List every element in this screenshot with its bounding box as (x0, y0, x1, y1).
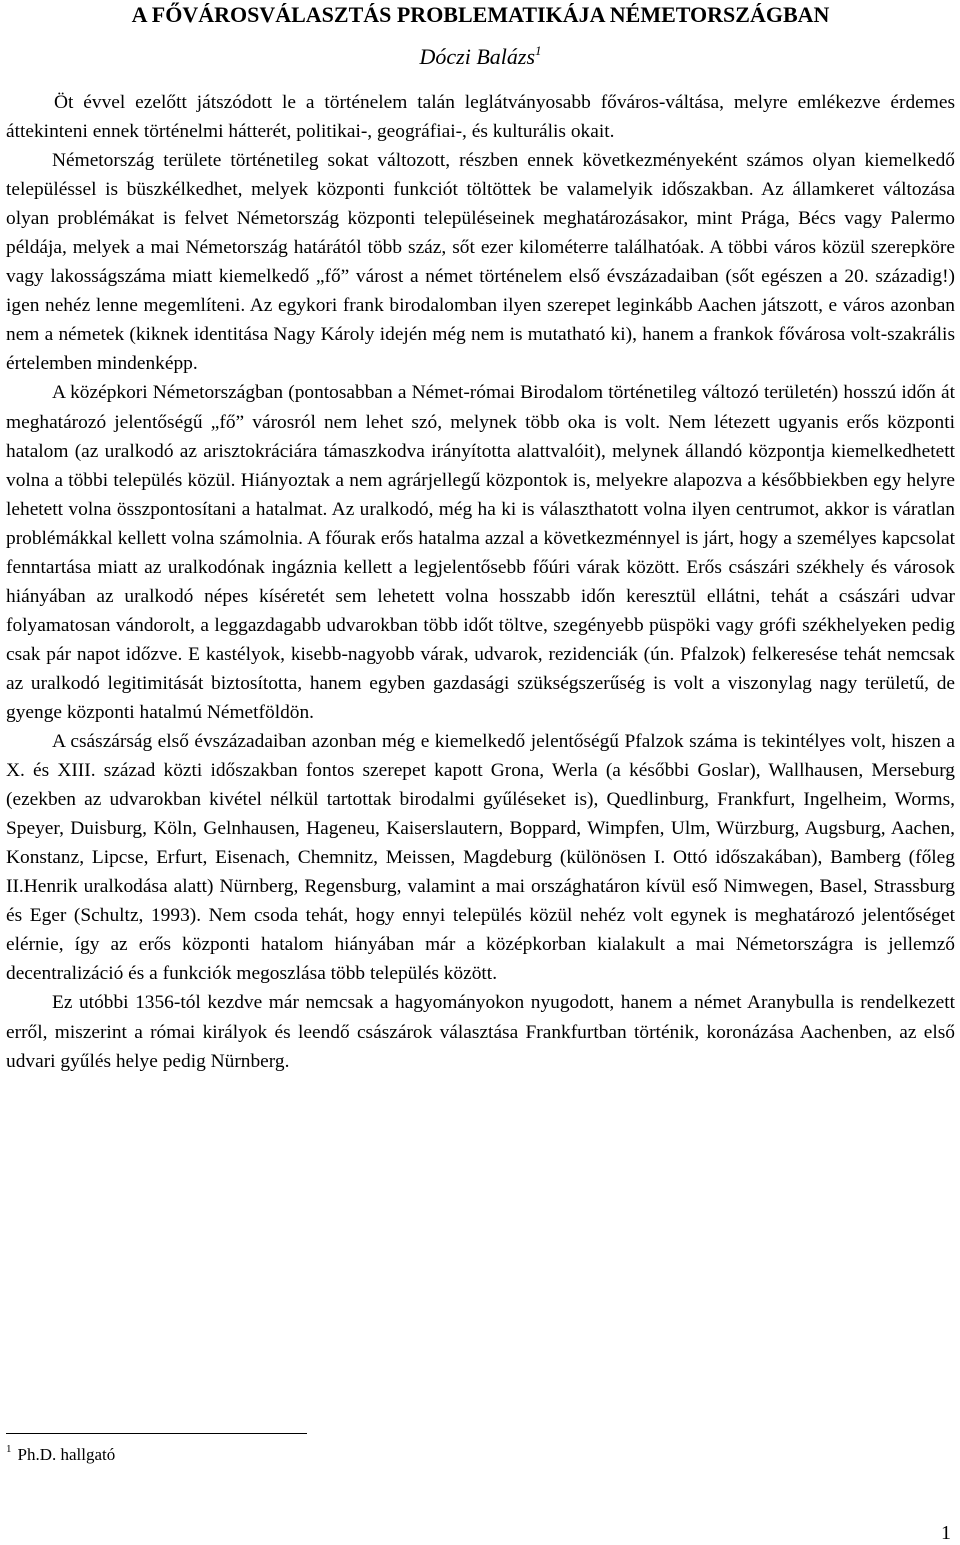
paragraph-1: Öt évvel ezelőtt játszódott le a történelem talán leglátványosabb főváros-váltása, melyre emlékezve érdemes áttekinteni ennek történelmi hátterét, politikai-, geográfiai-, és kulturális okait. (6, 92, 955, 143)
paragraph-4: A császárság első évszázadaiban azonban még e kiemelkedő jelentőségű Pfalzok száma is tekintélyes volt, hiszen a X. és XIII. század közti időszakban fontos szerepet kapott Grona, Werla (a későbbi Goslar), Wallhausen, Merseburg (ezekben az udvarokban kivétel nélkül tartottak birodalmi gyűléseket is), Quedlinburg, Frankfurt, Ingelheim, Worms, Speyer, Duisburg, Köln, Gelnhausen, Hageneu, Kaiserslautern, Boppard, Wimpfen, Ulm, Würzburg, Augsburg, Aachen, Konstanz, Lipcse, Erfurt, Eisenach, Chemnitz, Meissen, Magdeburg (különösen I. Ottó időszakában), Bamberg (főleg II.Henrik uralkodása alatt) Nürnberg, Regensburg, valamint a mai országhatáron kívül eső Nimwegen, Basel, Strassburg és Eger (Schultz, 1993). Nem csoda tehát, hogy ennyi település közül nehéz volt egynek is meghatározó jelentőséget elérnie, így az erős központi hatalom hiányában már a középkorban kialakult a mai Németországra is jellemző decentralizáció és a funkciók megoszlása több település között. (6, 731, 955, 985)
author-line (6, 44, 955, 70)
paragraph-3: A középkori Németországban (pontosabban a Német-római Birodalom történetileg változó területén) hosszú időn át meghatározó jelentőségű „fő” városról nem lehet szó, melynek több oka is volt. Nem létezett ugyanis erős központi hatalom (az uralkodó az arisztokráciára támaszkodva irányította alattvalóit), melynek állandó központja kiemelkedhetett volna a többi település közül. Hiányoztak a nem agrárjellegű központok is, melyekre alapozva a későbbiekben egy helyre lehetett volna összpontosítani a hatalmat. Az uralkodó, még ha ki is választhatott volna ilyen centrumot, akkor is váratlan problémákkal kellett volna számolnia. A főurak erős hatalma azzal a következménnyel is járt, hogy a személyes kapcsolat fenntartása miatt az uralkodónak ingáznia kellett a legjelentősebb főúri várak között. Erős császári székhely és városok hiányában az uralkodó népes kíséretét sem lehetett volna hosszabb időn keresztül ellátni, tehát a császári udvar folyamatosan vándorolt, a leggazdagabb udvarokban több időt töltve, szegényebb püspöki vagy grófi székhelyeken pedig csak pár napot időzve. E kastélyok, kisebb-nagyobb várak, udvarok, rezidenciák (ún. Pfalzok) felkeresése tehát nemcsak az uralkodó legitimitását biztosította, hanem egyben gazdasági szükségszerűség is volt a viszonylag nagy területű, de gyenge központi hatalmú Németföldön. (6, 382, 955, 723)
author-footnote-marker: 1 (535, 43, 542, 58)
footnote-separator (6, 1433, 307, 1434)
paragraph-2: Németország területe történetileg sokat változott, részben ennek következményeként számos olyan kiemelkedő településsel is büszkélkedhet, melyek központi funkciót töltöttek be valamelyik időszakban. Az államkeret változása olyan problémákat is felvet Németország központi településeinek meghatározásakor, mint Prága, Bécs vagy Palermo példája, melyek a mai Németország határától több száz, sőt ezer kilométerre találhatóak. A többi város közül szerepköre vagy lakosságszáma miatt kiemelkedő „fő” várost a német történelem első évszázadaiban (sőt egészen a 20. századig!) igen nehéz lenne megemlíteni. Az egykori frank birodalomban ilyen szerepet leginkább Aachen játszott, e város azonban nem a németek (kiknek identitása Nagy Károly idején még nem is mutatható ki), hanem a frankok fővárosa volt-szakrális értelemben mindenképp. (6, 150, 955, 375)
body-text (6, 88, 955, 1076)
page-number: 1 (941, 1522, 951, 1544)
footnote (6, 1445, 115, 1465)
paragraph-5: Ez utóbbi 1356-tól kezdve már nemcsak a hagyományokon nyugodott, hanem a német Aranybulla is rendelkezett erről, miszerint a római királyok és leendő császárok választása Frankfurtban történik, koronázása Aachenben, az első udvari gyűlés helye pedig Nürnberg. (6, 992, 955, 1072)
author-name: Dóczi Balázs (419, 44, 535, 69)
footnote-marker: 1 (6, 1443, 12, 1455)
document-title: A FŐVÁROSVÁLASZTÁS PROBLEMATIKÁJA NÉMETORSZÁGBAN (131, 2, 830, 27)
footnote-text: Ph.D. hallgató (17, 1445, 116, 1464)
